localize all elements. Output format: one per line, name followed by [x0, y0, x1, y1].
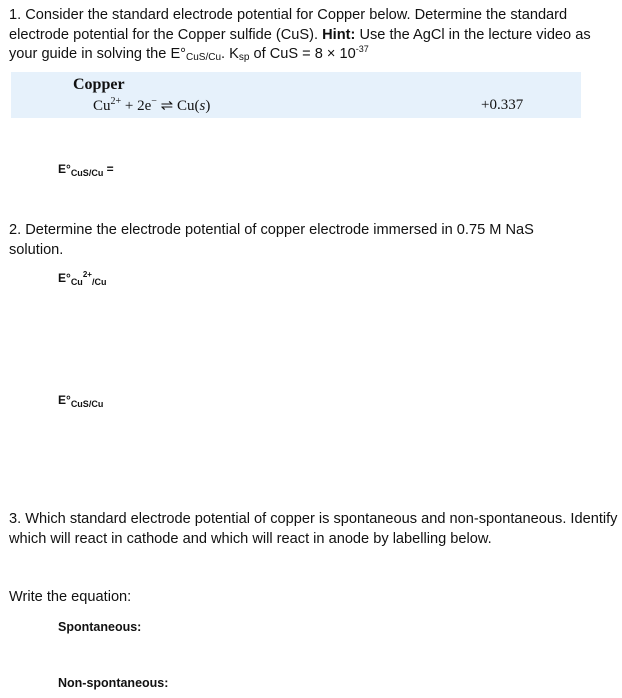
eq-cu: Cu — [93, 98, 111, 114]
ans1-e: E° — [58, 162, 71, 176]
label1-sub: Cu — [70, 277, 83, 287]
equilibrium-arrow-icon: ⇌ — [160, 98, 174, 114]
label1-sup: 2+ — [82, 270, 92, 279]
q1-cus-text: of CuS = 8 × 10 — [249, 46, 356, 62]
copper-half-reaction — [93, 96, 210, 115]
q1-text: Consider the standard electrode potential for Copper below. Determine the standard electrode potential for the Copper sulfide (CuS). — [9, 7, 568, 43]
q1-exponent: -37 — [355, 44, 369, 54]
question-3: 3. Which standard electrode potential of copper is spontaneous and non-spontaneous. Identify which will react in cathode and which will react in anode by labelling below. — [9, 511, 618, 547]
eq-charge: 2+ — [110, 96, 122, 107]
q1-subscript: CuS/Cu — [186, 52, 222, 63]
q1-ksp-subscript: sp — [238, 52, 250, 63]
answer-label-cus — [58, 162, 114, 176]
q1-hint-text: Use the AgCl in the lecture video as your guide in solving the E° — [9, 26, 591, 62]
eq-close: ) — [205, 98, 211, 114]
write-equation-label: Write the equation: — [9, 589, 132, 605]
q1-number: 1. — [9, 7, 22, 23]
question-2: 2. Determine the electrode potential of copper electrode immersed in 0.75 M NaS solution. — [9, 222, 534, 258]
q1-hint-label: Hint: — [322, 26, 356, 43]
spontaneous-label: Spontaneous: — [58, 620, 142, 634]
question-1 — [9, 6, 619, 66]
eq-mid: + 2e — [121, 98, 152, 114]
ans1-equals: = — [103, 162, 114, 176]
eq-right: Cu( — [177, 98, 200, 114]
answer-label-cu2 — [58, 271, 106, 285]
label1-e: E° — [58, 271, 71, 285]
eq-state: s — [199, 98, 206, 114]
non-spontaneous-label: Non-spontaneous: — [58, 676, 169, 690]
label2-sub: CuS/Cu — [70, 399, 104, 409]
copper-title: Copper — [73, 76, 125, 93]
label1-sub2: /Cu — [91, 277, 107, 287]
eq-minus: − — [151, 96, 157, 107]
q1-ksp-text: . K — [221, 46, 239, 62]
label2-e: E° — [58, 393, 71, 407]
answer-label-cus-2 — [58, 393, 103, 407]
copper-potential-value: +0.337 — [481, 97, 524, 113]
ans1-subscript: CuS/Cu — [70, 168, 104, 178]
